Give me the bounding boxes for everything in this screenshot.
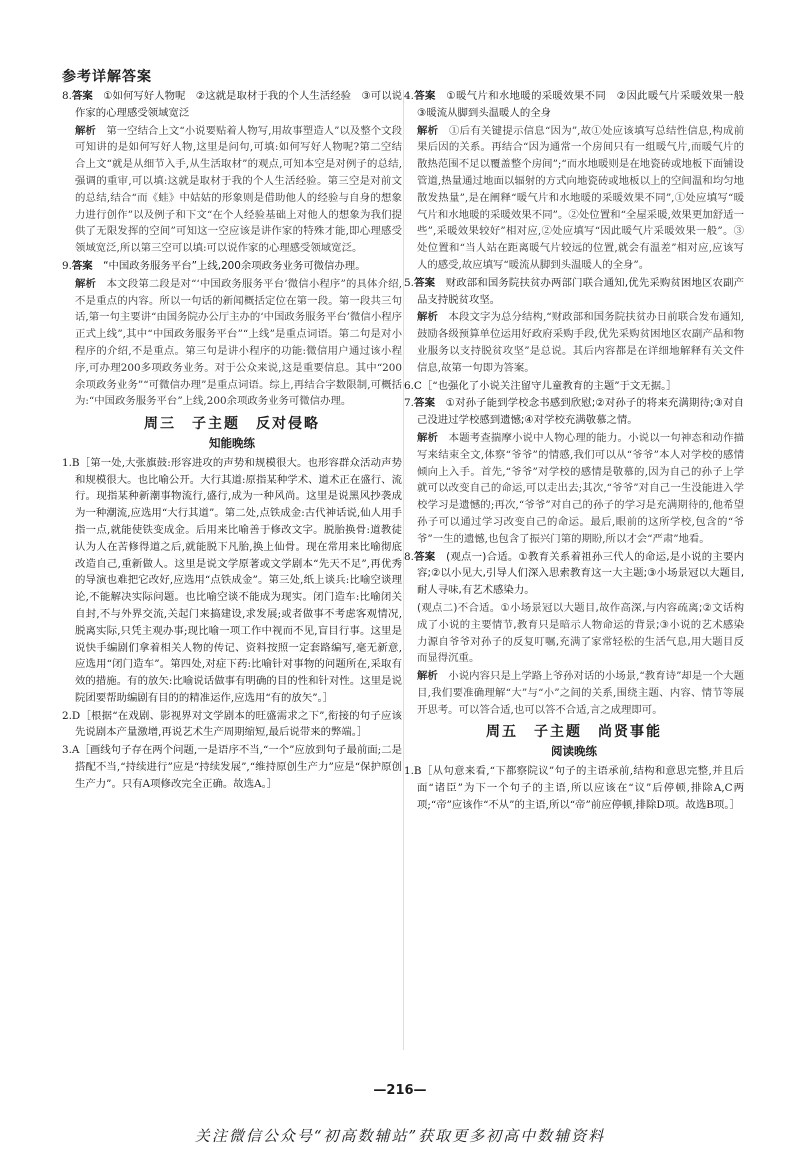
section-heading-wednesday: 周三 子主题 反对侵略 <box>144 416 320 433</box>
answer-item-4: 4.答案 ①暖气片和水地暖的采暖效果不同 ②因此暖气片采暖效果一般 ③暖流从脚到头温暖人的全身 <box>404 90 755 119</box>
answer-item-1: 1.B［第一处,大张旗鼓:形容进攻的声势和规模很大。也形容群众活动声势和规模很大。也比喻公开。大行其道:原指某种学术、道术正在盛行、流行。现指某种新潮事物流行,盛行,成为一种风尚。这里是说黑风抄袭成为一种潮流,应选用“大行其道”。第二处,点铁成金:古代神话说,仙人用手指一点,就能使铁变成金。后用来比喻善于修改文字。脱胎换骨:道教徒认为人在苦修得道之后,就能脱下凡胎,换上仙骨。现在常用来比喻彻底改造自己,重新做人。这里是说文学原著或文学剧本“先天不足”,再优秀的导演也难把它改好,应选用“点铁成金”。第三处,纸上谈兵:比喻空谈理论,不能解决实际问题。也比喻空谈不能成为现实。闭门造车:比喻闭关自封,不与外界交流,关起门来搞建设,求发展;或者做事不考虑客观情况,脱离实际,只凭主观办事;现比喻一项工作中视而不见,盲目行事。这里是说快手编剧们拿着相关人物的传记、资料按照一定套路编写,毫无新意,应选用“闭门造车”。第四处,对症下药:比喻针对事物的问题所在,采取有效的措施。有的放矢:比喻说话做事有明确的目的性和针对性。这里是说院团要帮助编剧有目的的精准运作,应选用“有的放矢”。］ <box>62 456 402 704</box>
answer-item-7: 7.答案 ①对孙子能到学校念书感到欣慰;②对孙子的将来充满期待;③对自己没进过学校感到遗憾;④对学校充满敬慕之情。 <box>404 397 745 427</box>
section-heading-friday: 周五 子主题 尚贤事能 <box>486 724 662 741</box>
explanation-8: 解析 第一空结合上文“小说要贴着人物写,用故事塑造人”以及整个文段可知讲的是如何写好人物,这里是问句,可填:如何写好人物呢?第二空结合上文“就是从细节入手,从生活取材”的观点,可知本空是对例子的总结,强调的重审,可以填:这就是取材于我的个人生活经验。第三空是对前文的总结,结合“而《蛙》中姑姑的形象则是借助他人的经验与自身的想象力进行创作”以及例子和下文“在个人经验基础上对他人的想象为我们提供了无限发挥的空间”可知这一空应该是讲作家的特殊才能,即心理感受领域宽泛,所以第三空可以填:可以说作家的心理感受领域宽泛。 <box>75 124 403 255</box>
subheading-evening-practice: 知能晚练 <box>209 435 255 450</box>
left-column <box>62 88 402 794</box>
explanation-8b: 解析 小说内容只是上学路上爷孙对话的小场景,“教育诗”却是一个大题目,我们要准确理解“大”与“小”之间的关系,围绕主题、内容、情节等展开思考。可以答合适,也可以答不合适,言之成理即可。 <box>417 670 744 716</box>
explanation-5: 解析 本段文字为总分结构,“财政部和国务院扶贫办日前联合发布通知,鼓励各级预算单位运用好政府采购手段,优先采购贫困地区农副产品和物业服务以支持脱贫攻坚”是总说。其后内容都是在详细地解释有关文件信息,故第一句即为答案。 <box>417 311 744 374</box>
page-number: —216— <box>373 1083 427 1098</box>
explanation-9: 解析 本文段第二段是对“‘中国政务服务平台’微信小程序”的具体介绍,不是重点的内容。所以一句话的新闻概括定位在第一段。第一段共三句话,第一句主要讲“由国务院办公厅主办的‘中国政务服务平台’微信小程序正式上线”,其中“中国政务服务平台”“上线”是重点词语。第二句是对小程序的介绍,不是重点。第三句是讲小程序的功能:微信用户通过该小程序,可办理200多项政务业务。对于公众来说,这是重要信息。其中“200余项政务业务”“可微信办理”是重点词语。综上,再结合字数限制,可概括为:“中国政务服务平台”上线,200余项政务业务可微信办理。 <box>75 277 403 408</box>
answer-item-2: 2.D［根据“在戏剧、影视界对文学剧本的旺盛需求之下”,衔接的句子应该先说剧本产量激增,再说艺术生产周期缩短,最后说带来的弊端。］ <box>62 709 402 739</box>
answer-item-8b: 8.答案 (观点一)合适。①教育关系着祖孙三代人的命运,是小说的主要内容;②以小见大,引导人们深入思索教育这一大主题;③小场景冠以大题目,耐人寻味,有艺术感染力。 <box>404 550 745 597</box>
answer-item-9: 9.答案 “中国政务服务平台”上线,200余项政务业务可微信办理。 <box>62 259 366 272</box>
answer-item-1b: 1.B［从句意来看,“下都察院议”句子的主语承前,结构和意思完整,并且后面“诸臣”为下一个句子的主语,所以应该在“议”后停顿,排除A,C两项;“帝”应该作“不从”的主语,所以“帝”前应停顿,排除D项。故选B项。］ <box>404 765 744 811</box>
subheading-reading-practice: 阅读晚练 <box>551 744 597 759</box>
answer-item-8: 8.答案 ①如何写好人物呢 ②这就是取材于我的个人生活经验 ③可以说作家的心理感受领域宽泛 <box>62 90 402 119</box>
explanation-7: 解析 本题考查揣摩小说中人物心理的能力。小说以一句神态和动作描写来结束全文,体察“爷爷”的情感,我们可以从“爷爷”本人对学校的感情倾向上入手。首先,“爷爷”对学校的感情是敬慕的,因为自己的孙子上学就可以改变自己的命运,可以走出去;其次,“爷爷”对自己一生没能进入学校学习是遗憾的;再次,“爷爷”对自己的孙子的学习是充满期待的,他希望孙子可以通过学习改变自己的命运。最后,眼前的这所学校,包含的“爷爷”一生的遗憾,也包含了振兴门第的期盼,所以才会“严肃”地看。 <box>417 431 745 545</box>
right-column <box>404 88 755 814</box>
footer-promo: 关注微信公众号“初高数辅站”获取更多初高中数辅资料 <box>194 1127 606 1145</box>
explanation-4: 解析 ①后有关键提示信息“因为”,故①处应该填写总结性信息,构成前果后因的关系。再结合“因为通常一个房间只有一组暖气片,而暖气片的散热范围不足以覆盖整个房间”;“而水地暖则是在地瓷砖或地板下面铺设管道,热量通过地面以辐射的方式向地瓷砖或地板以上的空间温和均匀地散发热量”,是在阐释“暖气片和水地暖的采暖效果不同”,①处应填写“暖气片和水地暖的采暖效果不同”。②处位置和“全屋采暖,效果更加舒适一些”,采暖效果较好”相对应,②处应填写“因此暖气片采暖效果一般”。③处位置和“当人站在距离暖气片较远的位置,就会有温差”相对应,应该写人的感受,故应填写“暖流从脚到头温暖人的全身”。 <box>417 124 745 271</box>
answer-8b-view2: (观点二)不合适。①小场景冠以大题目,故作高深,与内容疏离;②文话构成了小说的主要情节,教育只是暗示人物命运的背景;③小说的艺术感染力源自爷爷对孙子的反复叮嘱,充满了家常轻松的生活气息,用大题目反而显得沉重。 <box>417 601 744 665</box>
answer-item-3: 3.A［画线句子存在两个问题,一是语序不当,“一个”应放到句子最前面;二是搭配不当,“持续进行”应是“持续发展”,“维持原创生产力”应是“保护原创生产力”。只有A项修改完全正确。故选A。］ <box>62 744 402 790</box>
page-header: 参考详解答案 <box>62 69 152 85</box>
answer-item-5: 5.答案 财政部和国务院扶贫办两部门联合通知,优先采购贫困地区农副产品支持脱贫攻坚。 <box>404 276 744 306</box>
answer-item-6: 6.C［“也强化了小说关注留守儿童教育的主题”于文无据。］ <box>404 379 677 392</box>
